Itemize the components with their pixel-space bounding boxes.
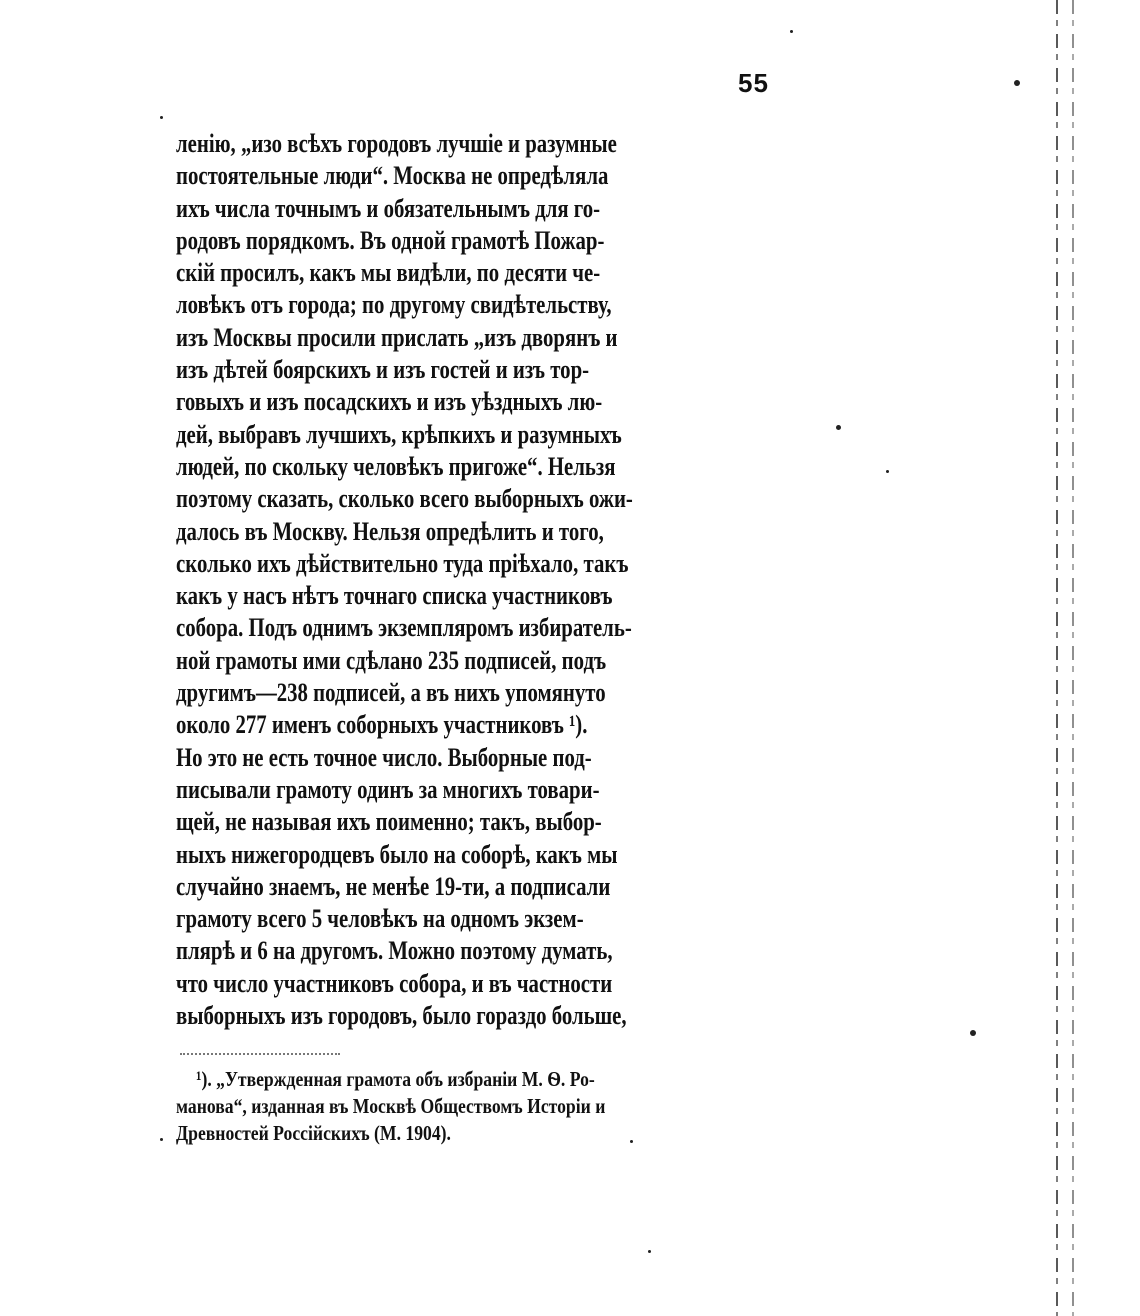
scan-speck (886, 470, 889, 473)
text-line: писывали грамоту одинъ за многихъ товари- (176, 774, 600, 804)
scan-speck (648, 1250, 651, 1253)
text-line: сколько ихъ дѣйствительно туда пріѣхало, такъ (176, 548, 629, 578)
scan-speck (836, 425, 841, 430)
text-line: ныхъ нижегородцевъ было на соборѣ, какъ мы (176, 839, 618, 869)
text-line: родовъ порядкомъ. Въ одной грамотѣ Пожар- (176, 225, 605, 255)
text-line: другимъ—238 подписей, а въ нихъ упомянуто (176, 678, 606, 708)
text-line: поэтому сказать, сколько всего выборныхъ ожи- (176, 484, 633, 514)
text-line: щей, не называя ихъ поименно; такъ, выбор- (176, 807, 602, 837)
text-line: какъ у насъ нѣтъ точнаго списка участниковъ (176, 581, 613, 611)
text-line: скій просилъ, какъ мы видѣли, по десяти че- (176, 258, 601, 288)
scan-edge-far-right (1072, 0, 1074, 1316)
text-line: собора. Подъ однимъ экземпляромъ избиратель- (176, 613, 632, 643)
scan-speck (970, 1030, 976, 1036)
text-line: говыхъ и изъ посадскихъ и изъ уѣздныхъ лю- (176, 387, 603, 417)
text-line: ихъ числа точнымъ и обязательнымъ для го- (176, 193, 601, 223)
footnote-line: ¹). „Утвержденная грамота объ избраніи М. Ѳ. Ро- (196, 1067, 595, 1091)
footnote (176, 1066, 770, 1147)
text-line: постоятельные люди“. Москва не опредѣляла (176, 161, 609, 191)
text-line: ловѣкъ отъ города; по другому свидѣтельству, (176, 290, 612, 320)
footnote-divider (180, 1053, 340, 1055)
body-text (176, 128, 770, 1032)
text-line: изъ Москвы просили прислать „изъ дворянъ и (176, 322, 618, 352)
footnote-line: манова“, изданная въ Москвѣ Обществомъ Исторіи и (176, 1094, 606, 1118)
text-line: выборныхъ изъ городовъ, было гораздо больше, (176, 1001, 627, 1031)
text-line: изъ дѣтей боярскихъ и изъ гостей и изъ тор- (176, 355, 590, 385)
text-line: около 277 именъ соборныхъ участниковъ ¹). (176, 710, 588, 740)
text-line: что число участниковъ собора, и въ частности (176, 968, 613, 998)
scan-speck (160, 116, 163, 119)
scan-edge-right (1056, 0, 1058, 1316)
scan-speck (1014, 80, 1020, 86)
text-line: ленію, „изо всѣхъ городовъ лучшіе и разумные (176, 129, 617, 158)
text-line: грамоту всего 5 человѣкъ на одномъ экзем- (176, 904, 584, 934)
text-line: случайно знаемъ, не менѣе 19-ти, а подписали (176, 871, 611, 901)
page-number: 55 (738, 68, 769, 98)
text-line: дей, выбравъ лучшихъ, крѣпкихъ и разумныхъ (176, 419, 622, 449)
footnote-line: Древностей Россійскихъ (М. 1904). (176, 1121, 451, 1145)
text-line: далось въ Москву. Нельзя опредѣлить и того, (176, 516, 604, 546)
text-line: ной грамоты ими сдѣлано 235 подписей, подъ (176, 645, 607, 675)
text-line: Но это не есть точное число. Выборные под- (176, 742, 592, 772)
text-line: людей, по скольку человѣкъ пригоже“. Нельзя (176, 451, 616, 481)
text-line: плярѣ и 6 на другомъ. Можно поэтому думать, (176, 936, 613, 966)
scan-speck (790, 30, 793, 33)
scan-speck (160, 1138, 163, 1141)
